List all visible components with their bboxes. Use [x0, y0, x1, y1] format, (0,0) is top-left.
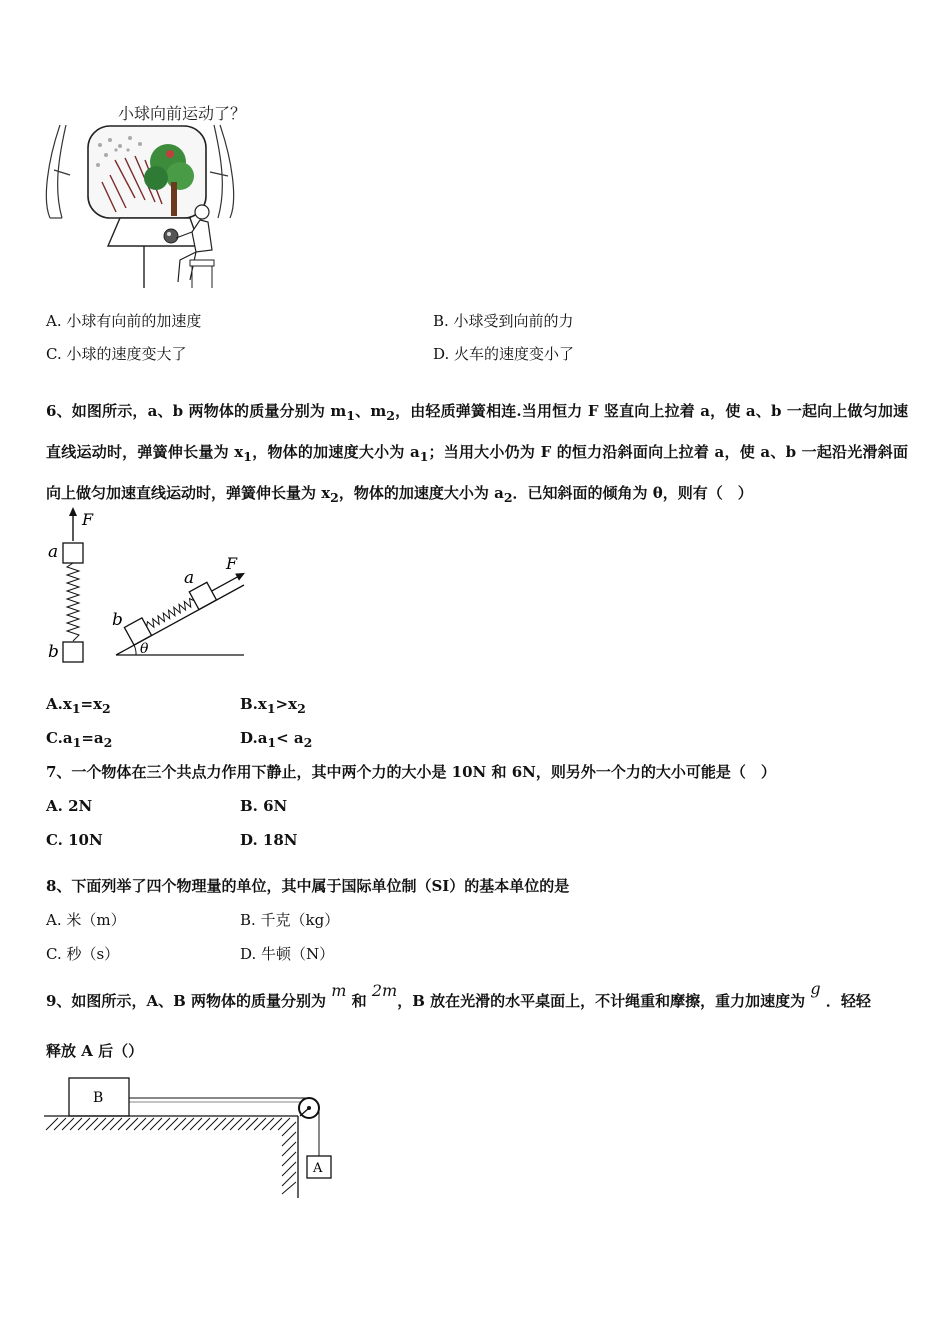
- q9-pulley-figure: [44, 1074, 336, 1198]
- q7-option-c[interactable]: C. 10N: [46, 831, 103, 849]
- q9-mass-2m: 2m: [371, 981, 398, 1000]
- q6-label-a2: a: [184, 568, 195, 588]
- q6-label-a1: a: [48, 542, 59, 562]
- q9-mass-m: m: [331, 981, 347, 1000]
- q6-label-f2: F: [226, 554, 238, 573]
- q6-option-d[interactable]: $D.a_1< a_2$: [240, 729, 313, 750]
- q7-option-b[interactable]: B. 6N: [240, 797, 288, 815]
- q6-label-b1: b: [48, 642, 59, 662]
- q6-option-b[interactable]: $B.x_1>x_2$: [240, 695, 306, 716]
- q5-figure-caption: 小球向前运动了？: [118, 104, 247, 123]
- q6-spring-figure: [40, 505, 250, 667]
- q5-option-b[interactable]: B. 小球受到向前的力: [433, 312, 574, 330]
- q8-option-c[interactable]: C. 秒（s）: [46, 945, 120, 963]
- q5-option-a[interactable]: A. 小球有向前的加速度: [46, 312, 202, 330]
- q9-stem-line1: 9、如图所示，A、B 两物体的质量分别为 m 和 2m，B 放在光滑的水平桌面上，不计绳重和摩擦，重力加速度为 g ．轻轻: [46, 979, 871, 1010]
- q8-option-a[interactable]: A. 米（m）: [46, 911, 126, 929]
- q6-label-f1: F: [82, 510, 94, 529]
- q9-gravity-g: g: [810, 979, 821, 998]
- q7-option-a[interactable]: A. 2N: [46, 797, 93, 815]
- q5-option-c[interactable]: C. 小球的速度变大了: [46, 345, 187, 363]
- q6-label-theta: θ: [140, 641, 149, 657]
- q8-option-b[interactable]: B. 千克（kg）: [240, 911, 340, 929]
- q7-stem: 7、一个物体在三个共点力作用下静止，其中两个力的大小是 10N 和 6N，则另外一个力的大小可能是（ ）: [46, 763, 776, 781]
- q6-stem: 6、如图所示，a、b 两物体的质量分别为 $m_1$、$m_2$，由轻质弹簧相连.当用恒力 F 竖直向上拉着 a，使 a、b 一起向上做匀加速直线运动时，弹簧伸长量为 $x_1$，物体的加速度大小为 $a_1$；当用大小仍为 F 的恒力沿斜面向上拉着 a，使 a、b 一起沿光滑斜面向上做匀加速直线运动时，弹簧伸长量为 $x_2$，物体的加速度大小为 $a_2$．已知斜面的倾角为 θ，则有（ ）: [46, 402, 908, 505]
- q9-label-a: A: [313, 1161, 323, 1176]
- q6-label-b2: b: [112, 610, 123, 630]
- q9-label-b: B: [93, 1090, 104, 1106]
- q8-option-d[interactable]: D. 牛顿（N）: [240, 945, 335, 963]
- q9-stem-line2: 释放 A 后（）: [46, 1042, 144, 1060]
- q8-stem: 8、下面列举了四个物理量的单位，其中属于国际单位制（SI）的基本单位的是: [46, 877, 570, 895]
- q7-option-d[interactable]: D. 18N: [240, 831, 298, 849]
- q6-option-a[interactable]: $A.x_1=x_2$: [46, 695, 111, 716]
- q5-option-d[interactable]: D. 火车的速度变小了: [433, 345, 575, 363]
- q5-train-window-figure: [40, 120, 240, 292]
- q6-option-c[interactable]: $C.a_1=a_2$: [46, 729, 113, 750]
